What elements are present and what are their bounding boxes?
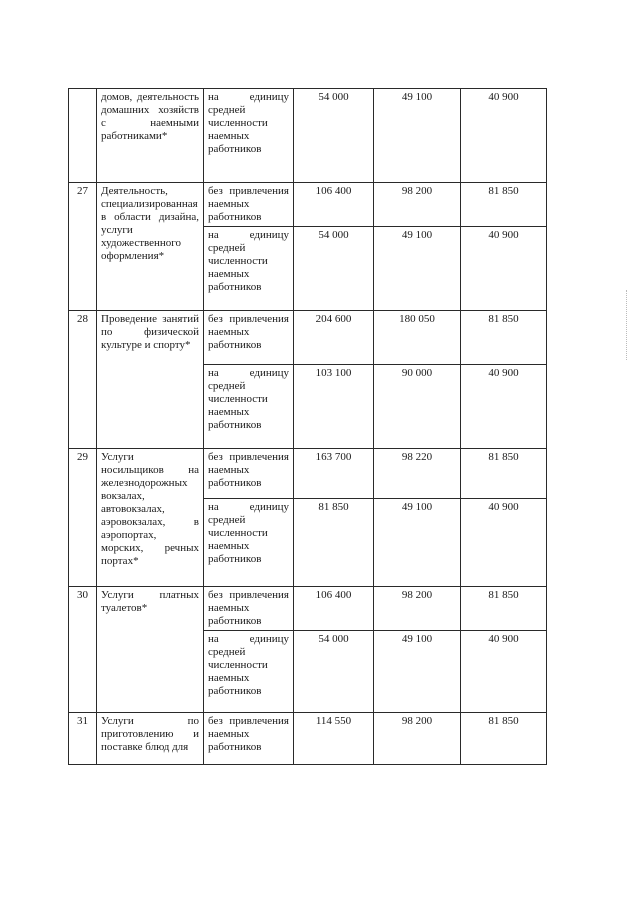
row-number: 27 [69, 183, 97, 311]
value-cell: 81 850 [461, 183, 547, 227]
value-cell: 98 200 [374, 713, 461, 765]
row-number: 29 [69, 449, 97, 587]
value-cell: 103 100 [294, 365, 374, 449]
value-cell: 98 200 [374, 587, 461, 631]
condition-cell: на единицу средней численности наемных работников [204, 631, 294, 713]
value-cell: 81 850 [461, 449, 547, 499]
value-cell: 54 000 [294, 631, 374, 713]
value-cell: 40 900 [461, 89, 547, 183]
value-cell: 81 850 [461, 713, 547, 765]
activity-name: Услуги платных туалетов* [97, 587, 204, 713]
value-cell: 49 100 [374, 227, 461, 311]
scan-artifact-line [626, 290, 628, 360]
value-cell: 40 900 [461, 365, 547, 449]
condition-cell: без привлечения наемных работников [204, 311, 294, 365]
table-row [69, 449, 547, 499]
value-cell: 54 000 [294, 89, 374, 183]
value-cell: 81 850 [461, 311, 547, 365]
table-row [69, 183, 547, 227]
value-cell: 114 550 [294, 713, 374, 765]
table-row [69, 713, 547, 765]
condition-cell: без привлечения наемных работников [204, 587, 294, 631]
value-cell: 180 050 [374, 311, 461, 365]
row-number: 28 [69, 311, 97, 449]
row-number: 31 [69, 713, 97, 765]
value-cell: 90 000 [374, 365, 461, 449]
value-cell: 106 400 [294, 587, 374, 631]
value-cell: 49 100 [374, 89, 461, 183]
table-row [69, 587, 547, 631]
value-cell: 204 600 [294, 311, 374, 365]
value-cell: 54 000 [294, 227, 374, 311]
condition-cell: на единицу средней численности наемных работников [204, 365, 294, 449]
condition-cell: без привлечения наемных работников [204, 713, 294, 765]
condition-cell: без привлечения наемных работников [204, 183, 294, 227]
activity-name: Деятельность, специализированная в области дизайна, услуги художественного оформления* [97, 183, 204, 311]
tariff-table [68, 88, 547, 765]
table-row [69, 311, 547, 365]
condition-cell: на единицу средней численности наемных работников [204, 227, 294, 311]
value-cell: 49 100 [374, 499, 461, 587]
activity-name: домов, деятельность домашних хозяйств с наемными работниками* [97, 89, 204, 183]
activity-name: Услуги по приготовлению и поставке блюд для [97, 713, 204, 765]
value-cell: 49 100 [374, 631, 461, 713]
value-cell: 40 900 [461, 227, 547, 311]
activity-name: Проведение занятий по физической культуре и спорту* [97, 311, 204, 449]
row-number: 30 [69, 587, 97, 713]
value-cell: 40 900 [461, 631, 547, 713]
table-row [69, 89, 547, 183]
value-cell: 40 900 [461, 499, 547, 587]
value-cell: 106 400 [294, 183, 374, 227]
value-cell: 81 850 [461, 587, 547, 631]
value-cell: 81 850 [294, 499, 374, 587]
condition-cell: на единицу средней численности наемных работников [204, 89, 294, 183]
value-cell: 98 220 [374, 449, 461, 499]
value-cell: 163 700 [294, 449, 374, 499]
row-number [69, 89, 97, 183]
activity-name: Услуги носильщиков на железнодорожных вокзалах, автовокзалах, аэровокзалах, в аэропортах, морских, речных портах* [97, 449, 204, 587]
condition-cell: без привлечения наемных работников [204, 449, 294, 499]
condition-cell: на единицу средней численности наемных работников [204, 499, 294, 587]
value-cell: 98 200 [374, 183, 461, 227]
